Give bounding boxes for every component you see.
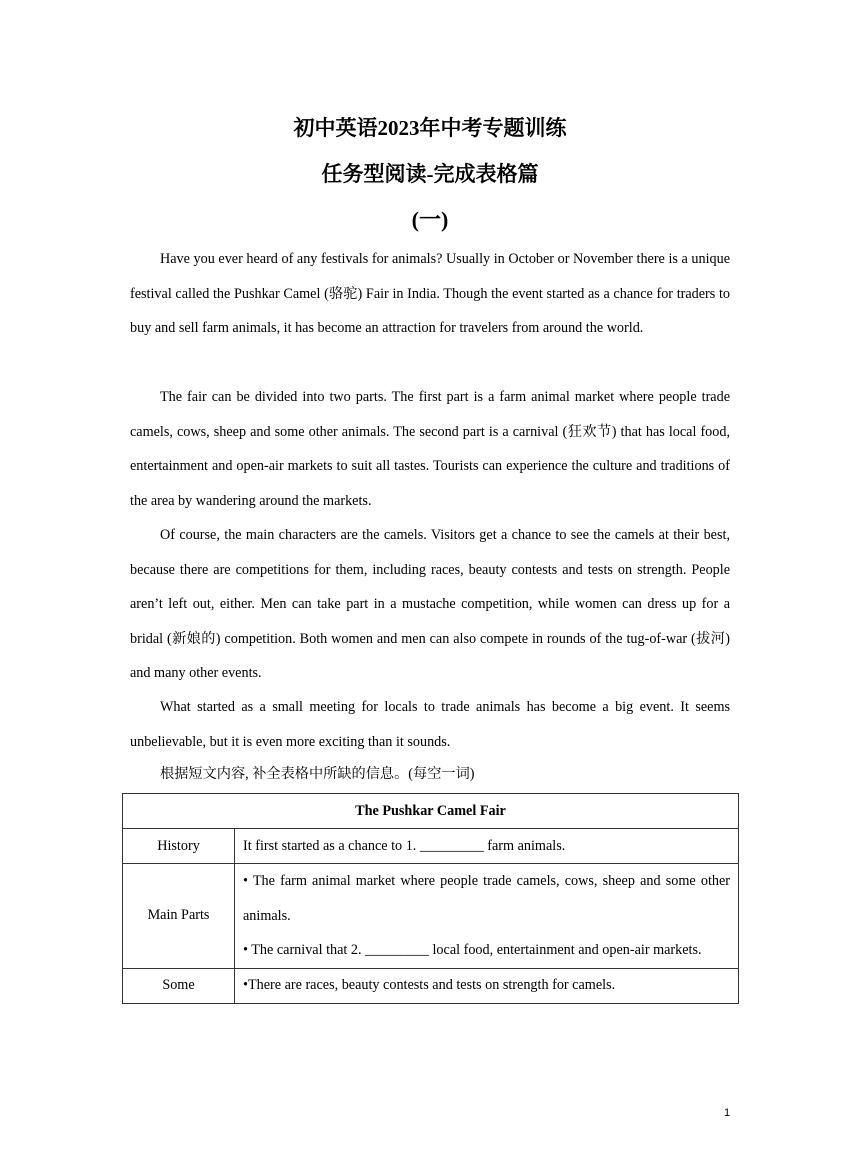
row-label-some: Some bbox=[123, 968, 235, 1003]
passage-paragraph-4: What started as a small meeting for locals to trade animals has become a big event. It seems unbelievable, but it is even more exciting than it sounds. bbox=[130, 699, 730, 750]
table-row bbox=[123, 968, 739, 1003]
passage-paragraph-3: Of course, the main characters are the camels. Visitors get a chance to see the camels at their best, because there are competitions for them, including races, beauty contests and tests on strength. People aren’t left out, either. Men can take part in a mustache competition, while women can dress up for a bridal (新娘的) competition. Both women and men can also compete in rounds of the tug-of-war (拔河) and many other events. bbox=[130, 527, 730, 681]
document-subtitle: 任务型阅读-完成表格篇 bbox=[321, 162, 539, 186]
passage-paragraph-2: The fair can be divided into two parts. The first part is a farm animal market where people trade camels, cows, sheep and some other animals. The second part is a carnival (狂欢节) that has local food, entertainment and open-air markets to suit all tastes. Tourists can experience the culture and traditions of the area by wandering around the markets. bbox=[130, 389, 730, 509]
document-title: 初中英语2023年中考专题训练 bbox=[293, 116, 567, 140]
row-label-main-parts: Main Parts bbox=[123, 864, 235, 969]
table-row bbox=[123, 864, 739, 969]
history-text: It first started as a chance to 1. _________ farm animals. bbox=[243, 837, 566, 854]
task-instruction: 根据短文内容, 补全表格中所缺的信息。(每空一词) bbox=[160, 766, 475, 782]
main-part-carnival: • The carnival that 2. _________ local food, entertainment and open-air markets. bbox=[243, 942, 702, 958]
fair-info-table bbox=[122, 793, 739, 1004]
row-content-some bbox=[235, 968, 739, 1003]
table-header-row bbox=[123, 794, 739, 829]
row-content-history bbox=[235, 829, 739, 864]
row-label-history: History bbox=[123, 829, 235, 864]
table-row bbox=[123, 829, 739, 864]
row-content-main-parts bbox=[235, 864, 739, 969]
section-heading: (一) bbox=[411, 207, 449, 232]
table-title: The Pushkar Camel Fair bbox=[123, 794, 739, 829]
page-number: 1 bbox=[723, 1107, 731, 1119]
passage-paragraph-1: Have you ever heard of any festivals for animals? Usually in October or November there is a unique festival called the Pushkar Camel (骆驼) Fair in India. Though the event started as a chance for traders to buy and sell farm animals, it has become an attraction for travelers from around the world. bbox=[130, 251, 730, 336]
competitions-text: •There are races, beauty contests and tests on strength for camels. bbox=[243, 977, 616, 993]
main-part-market: • The farm animal market where people trade camels, cows, sheep and some other animals. bbox=[243, 873, 730, 924]
